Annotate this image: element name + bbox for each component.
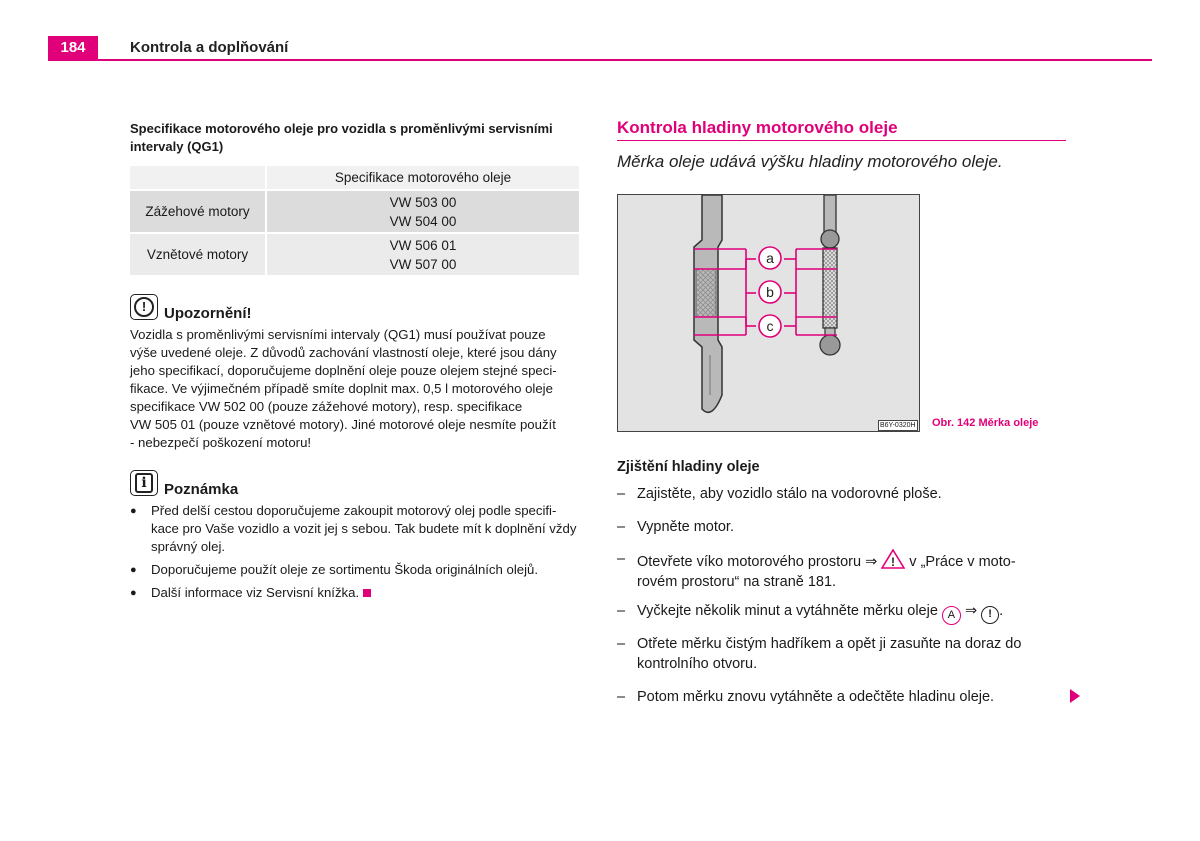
text-line: kace pro Vaše vozidlo a vozit jej s sebou. Tak budete mít k doplnění vždy bbox=[151, 521, 577, 536]
figure-code: B6Y-0320H bbox=[880, 422, 916, 429]
text-line: Další informace viz Servisní knížka. bbox=[151, 585, 360, 600]
table-header-row bbox=[130, 166, 579, 190]
step-text: v „Práce v moto- bbox=[909, 554, 1016, 570]
text-line: Před delší cestou doporučujeme zakoupit motorový olej podle specifi- bbox=[151, 503, 557, 518]
section-intro: Měrka oleje udává výšku hladiny motorového oleje. bbox=[617, 152, 1003, 171]
spec-value: VW 503 00 bbox=[389, 194, 457, 210]
text-line: Doporučujeme použít oleje ze sortimentu Škoda originálních olejů. bbox=[151, 562, 539, 577]
text-line: správný olej. bbox=[151, 539, 226, 554]
spec-cell bbox=[266, 233, 579, 276]
text-line: výše uvedené oleje. Z důvodů zachování vlastností oleje, které jsou dány bbox=[130, 345, 557, 360]
exclamation-circle-icon: ! bbox=[981, 606, 999, 624]
header-title: Kontrola a doplňování bbox=[130, 39, 289, 56]
spec-table bbox=[130, 166, 579, 277]
step-dash: – bbox=[617, 603, 626, 619]
figure-label-b bbox=[759, 281, 781, 303]
engine-type-cell: Vznětové motory bbox=[130, 233, 266, 276]
table-corner-cell bbox=[130, 166, 266, 190]
section-heading: Kontrola hladiny motorového oleje bbox=[617, 118, 898, 137]
step-text: rovém prostoru“ na straně 181. bbox=[637, 574, 837, 590]
figure-caption: Obr. 142 Měrka oleje bbox=[932, 417, 1039, 429]
step-arrow: ⇒ bbox=[964, 603, 978, 619]
warning-text bbox=[130, 326, 590, 452]
svg-text:b: b bbox=[766, 284, 774, 300]
table-row bbox=[130, 233, 579, 276]
step-text: Otevřete víko motorového prostoru ⇒ bbox=[637, 554, 878, 570]
info-icon: i bbox=[130, 470, 158, 496]
list-item: ● Před delší cestou doporučujeme zakoupit motorový olej podle specifi- kace pro Vaše vozidlo a vozit jej s sebou. Tak budete mít k doplnění vždy správný olej. bbox=[130, 503, 577, 554]
end-marker-icon bbox=[363, 589, 371, 597]
header-rule bbox=[48, 59, 1152, 61]
svg-text:a: a bbox=[766, 250, 774, 266]
step-text: . bbox=[999, 603, 1004, 619]
list-item bbox=[617, 517, 1067, 537]
engine-type-cell: Zážehové motory bbox=[130, 190, 266, 233]
list-item: ● Doporučujeme použít oleje ze sortimentu Škoda originálních olejů. bbox=[130, 562, 539, 577]
text-line: Vozidla s proměnlivými servisními intervaly (QG1) musí používat pouze bbox=[130, 327, 546, 342]
list-item bbox=[617, 484, 1067, 504]
text-line: specifikace VW 502 00 (pouze zážehové motory), resp. specifikace bbox=[130, 399, 523, 414]
step-text: Potom měrku znovu vytáhněte a odečtěte hladinu oleje. bbox=[637, 689, 995, 705]
page-number: 184 bbox=[48, 36, 98, 60]
text-line: VW 505 01 (pouze vznětové motory). Jiné motorové oleje nesmíte použít bbox=[130, 417, 556, 432]
step-text: Vyčkejte několik minut a vytáhněte měrku oleje bbox=[637, 603, 938, 619]
step-dash: – bbox=[617, 486, 626, 502]
spec-value: VW 506 01 bbox=[389, 237, 457, 253]
text-line: fikace. Ve výjimečném případě smíte doplnit max. 0,5 l motorového oleje bbox=[130, 381, 553, 396]
dipstick-figure bbox=[617, 194, 920, 432]
figure-label-c bbox=[759, 315, 781, 337]
warning-triangle-icon bbox=[881, 549, 905, 569]
section-rule bbox=[617, 140, 1066, 141]
list-item bbox=[617, 634, 1067, 674]
text-line: - nebezpečí poškození motoru! bbox=[130, 435, 312, 450]
dipstick-illustration bbox=[618, 195, 919, 431]
list-item bbox=[617, 687, 1067, 707]
step-text: kontrolního otvoru. bbox=[637, 656, 758, 672]
note-list bbox=[130, 502, 590, 602]
table-column-header: Specifikace motorového oleje bbox=[266, 166, 579, 190]
step-text: Otřete měrku čistým hadříkem a opět ji zasuňte na doraz do bbox=[637, 636, 1022, 652]
step-dash: – bbox=[617, 689, 626, 705]
text-line: jeho specifikací, doporučujeme doplnění oleje pouze olejem stejné speci- bbox=[130, 363, 557, 378]
step-dash: – bbox=[617, 519, 626, 535]
continue-arrow-icon bbox=[1070, 689, 1080, 703]
list-item bbox=[617, 549, 1067, 592]
svg-text:c: c bbox=[766, 318, 774, 334]
warning-title: Upozornění! bbox=[164, 305, 252, 322]
list-item: ● Další informace viz Servisní knížka. bbox=[130, 584, 590, 602]
figure-label-a bbox=[759, 247, 781, 269]
step-dash: – bbox=[617, 551, 626, 567]
note-title: Poznámka bbox=[164, 481, 239, 498]
round-dipstick bbox=[820, 195, 840, 355]
svg-text:!: ! bbox=[891, 555, 896, 569]
spec-value: VW 504 00 bbox=[389, 213, 457, 229]
spec-cell bbox=[266, 190, 579, 233]
figure-ref-a-icon: A bbox=[942, 606, 961, 625]
step-dash: – bbox=[617, 636, 626, 652]
list-item bbox=[617, 601, 1067, 625]
step-text: Vypněte motor. bbox=[637, 519, 734, 535]
table-row bbox=[130, 190, 579, 233]
spec-heading: Specifikace motorového oleje pro vozidla s proměnlivými servisními intervaly (QG1) bbox=[130, 121, 553, 154]
steps-heading: Zjištění hladiny oleje bbox=[617, 459, 760, 475]
spec-value: VW 507 00 bbox=[389, 256, 457, 272]
exclamation-circle-icon: ! bbox=[130, 294, 158, 320]
step-text: Zajistěte, aby vozidlo stálo na vodorovné ploše. bbox=[637, 486, 942, 502]
flat-dipstick bbox=[694, 195, 722, 412]
